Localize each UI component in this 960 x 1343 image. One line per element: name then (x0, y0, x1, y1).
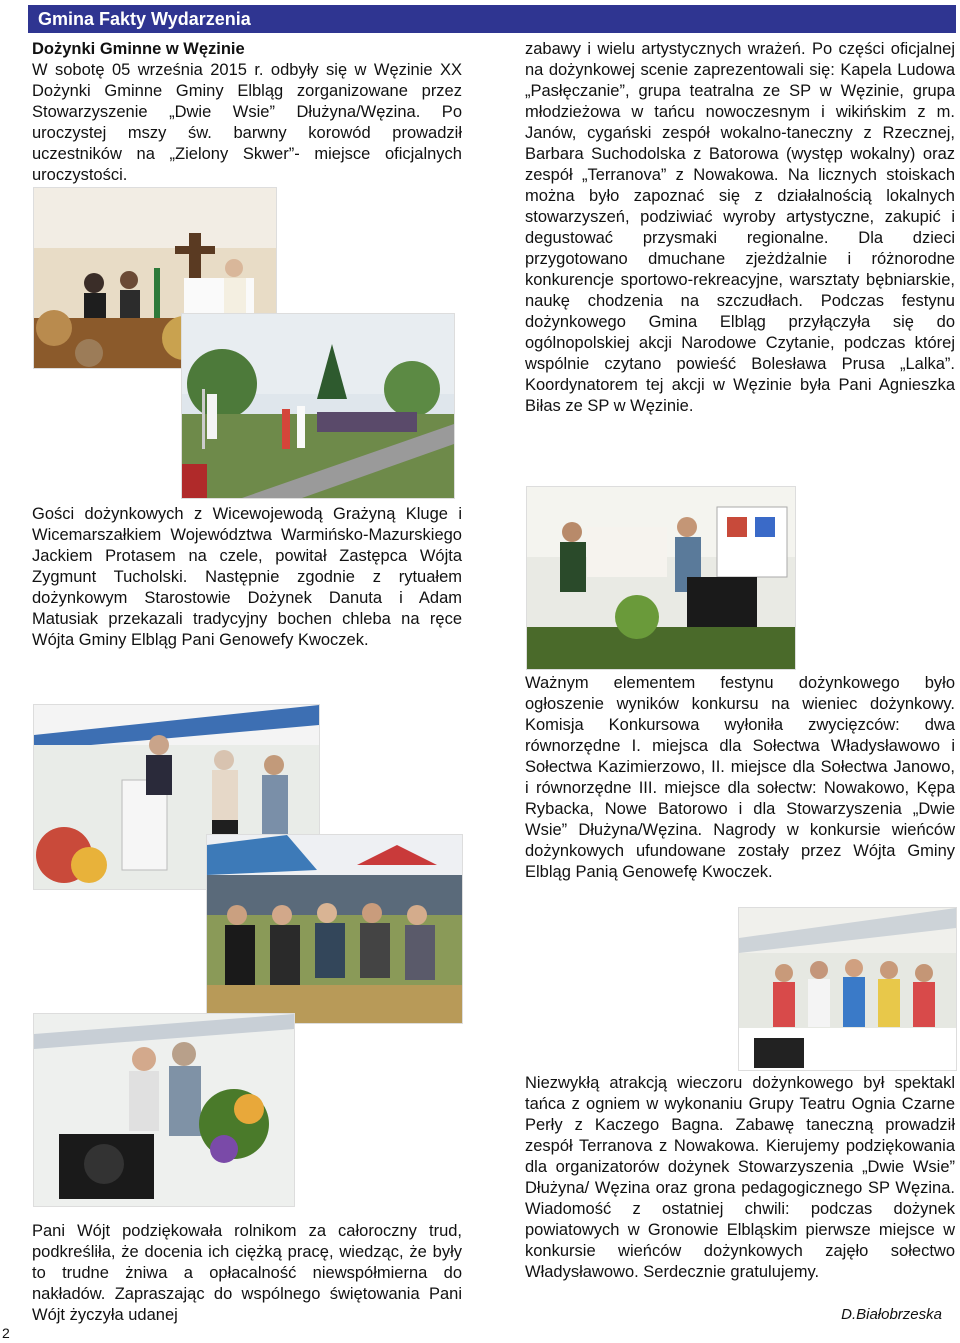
right-bottom-paragraph: Niezwykłą atrakcją wieczoru dożynkowego był spektakl tańca z ogniem w wykonaniu Grupy Teatru Ognia Czarne Perły z Kaczego Bagna. Zabawę taneczną prowadził zespół Terranova z Nowakowa. Kierujemy podziękowania dla organizatorów dożynek Stowarzyszenia „Dwie Wsie” Dłużyna/ Węzina oraz grona pedagogicznego SP Węzina. Wiadomość z ostatniej chwili: podczas dożynek powiatowych w Gronowie Elbląskim pierwsze miejsce w konkursie wieńców dożynkowych zajęło sołectwo Władysławowo. Serdecznie gratulujemy. (525, 1074, 955, 1281)
author-signature: D.Białobrzeska (841, 1306, 942, 1323)
intro-block (32, 39, 462, 186)
guests-paragraph: Gości dożynkowych z Wicewojewodą Grażyną Kluge i Wicemarszałkiem Województwa Warmińsko-Mazurskiego Jackiem Protasem na czele, powitał Zastępca Wójta Zygmunt Tucholski. Następnie zgodnie z rytuałem dożynkowym Starostowie Dożynek Danuta i Adam Matusiak przekazali tradycyjny bochen chleba na ręce Wójta Gminy Elbląg Pani Genowefy Kwoczek. (32, 505, 462, 649)
intro-paragraph: W sobotę 05 września 2015 r. odbyły się w Węzinie XX Dożynki Gminne Gminy Elbląg zorganizowane przez Stowarzyszenie „Dwie Wsie” Dłużyna/Węzina. Po uroczystej mszy św. barwny korowód prowadził uczestników na „Zielony Skwer”- miejsce oficjalnych uroczystości. (32, 61, 462, 184)
right-mid-paragraph: Ważnym elementem festynu dożynkowego było ogłoszenie wyników konkursu na wieniec dożynkowy. Komisja Konkursowa wyłoniła zwycięzców: dwa równorzędne I. miejsca dla Sołectwa Władysławowo i Sołectwa Kazimierzowo, II. miejsce dla Sołectwa Janowo, i równorzędne III. miejsce dla sołectw: Nowakowo, Kępa Rybacka, Nowe Batorowo i dla Stowarzyszenia „Dwie Wsie” Dłużyna/Węzina. Nagrody w konkursie wieńców dożynkowych ufundowane zostały przez Wójta Gminy Elbląg Panią Genowefę Kwoczek. (525, 674, 955, 881)
section-title: Gmina Fakty Wydarzenia (38, 9, 251, 29)
right-mid-block (525, 673, 955, 883)
right-top-block (525, 39, 955, 417)
thanks-paragraph: Pani Wójt podziękowała rolnikom za całoroczny trud, podkreśliła, że docenia ich ciężką pracę, wiedząc, że były to trudne żniwa a opłacalność niewspółmierna do nakładów. Zapraszając do wspólnego świętowania Pani Wójt życzyła udanej (32, 1222, 462, 1324)
photo-procession (181, 313, 455, 499)
article-title: Dożynki Gminne w Węzinie (32, 40, 245, 58)
thanks-block (32, 1221, 462, 1326)
photo-reading (526, 486, 796, 670)
page-number: 2 (2, 1325, 10, 1341)
photo-audience (206, 834, 463, 1024)
section-banner (28, 5, 956, 33)
guests-block (32, 504, 462, 651)
photo-folk-group (738, 907, 957, 1071)
right-top-paragraph: zabawy i wielu artystycznych wrażeń. Po części oficjalnej na dożynkowej scenie zaprezentowali się: Kapela Ludowa „Pasłęczanie”, grupa teatralna ze SP w Węzinie, grupa młodzieżowa w tańcu nowoczesnym i wikińskim z m. Janów, cygański zespół wokalno-taneczny z Rzecznej, Barbara Suchodolska z Batorowa (występ wokalny) oraz zespół „Terranova” z Nowakowa. Na licznych stoiskach można było zapoznać się z działalnością lokalnych stowarzyszeń, podziwiać wyroby artystyczne, zakupić i degustować przysmaki regionalne. Dla dzieci przygotowano dmuchane zjeżdżalnie i różnorodne konkurencje sportowo-rekreacyjne, warsztaty bębniarskie, naukę chodzenia na szczudłach. Podczas festynu dożynkowego Gmina Elbląg przyłączyła się do ogólnopolskiej akcji Narodowe Czytanie, podczas której wspólnie czytano powieść Bolesława Prusa „Lalka”. Koordynatorem tej akcji w Węzinie była Pani Agnieszka Biłas ze SP w Węzinie. (525, 40, 955, 415)
photo-flowers (33, 1013, 295, 1207)
right-bottom-block (525, 1073, 955, 1283)
